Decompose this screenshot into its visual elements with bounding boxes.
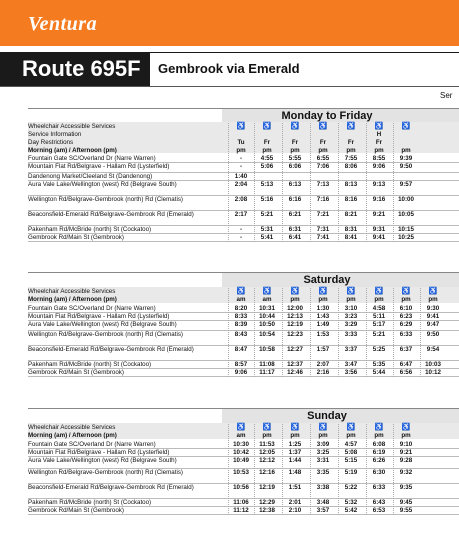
departure-time: 3:25 — [316, 449, 330, 456]
departure-time: 6:21 — [288, 211, 302, 218]
column-divider — [393, 123, 394, 242]
section-title: Monday to Friday — [281, 110, 373, 122]
header-cell: pm — [318, 432, 328, 439]
wheelchair-icon: ♿ — [346, 123, 356, 130]
departure-time: 9:32 — [399, 469, 413, 476]
stop-name: Wellington Rd/Belgrave-Gembrook (north) Rd (Clematis) — [28, 469, 183, 476]
wheelchair-icon: ♿ — [318, 123, 328, 130]
departure-time: 6:56 — [399, 369, 413, 376]
departure-time: 1:49 — [316, 321, 330, 328]
departure-time: 6:41 — [288, 234, 302, 241]
departure-time: 8:57 — [234, 361, 248, 368]
header-cell: Fr — [291, 139, 299, 146]
column-divider — [366, 123, 367, 242]
departure-time: 9:41 — [426, 313, 440, 320]
departure-time: 6:37 — [399, 346, 413, 353]
header-row-label: Service Information — [28, 131, 82, 138]
departure-time: 9:54 — [426, 346, 440, 353]
departure-time: 11:06 — [233, 499, 249, 506]
departure-time: 3:48 — [316, 499, 330, 506]
header-cell: pm — [374, 432, 384, 439]
header-cell: am — [236, 296, 246, 303]
stop-name: Aura Vale Lake/Wellington (west) Rd (Belgrave South) — [28, 321, 177, 328]
header-cell: Fr — [263, 139, 271, 146]
departure-time: - — [239, 226, 243, 233]
column-divider — [366, 288, 367, 377]
header-row-label: Wheelchair Accessible Services — [28, 424, 116, 431]
departure-time: 8:39 — [234, 321, 248, 328]
wheelchair-icon: ♿ — [401, 424, 411, 431]
departure-time: 12:00 — [287, 305, 303, 312]
departure-time: 10:53 — [233, 469, 249, 476]
header-cell: am — [236, 432, 246, 439]
departure-time: 3:47 — [344, 361, 358, 368]
departure-time: 12:38 — [259, 507, 275, 514]
departure-time: 6:23 — [399, 313, 413, 320]
departure-time: 3:37 — [344, 346, 358, 353]
departure-time: 6:08 — [372, 441, 386, 448]
stop-name: Pakenham Rd/McBride (north) St (Cockatoo) — [28, 361, 152, 368]
route-title-bar — [0, 52, 459, 87]
column-divider — [254, 424, 255, 515]
wheelchair-icon: ♿ — [318, 288, 328, 295]
departure-time: 11:12 — [233, 507, 249, 514]
departure-time: 6:33 — [372, 484, 386, 491]
stop-name: Wellington Rd/Belgrave-Gembrook (north) Rd (Clematis) — [28, 331, 183, 338]
column-divider — [420, 288, 421, 377]
departure-time: 10:03 — [425, 361, 441, 368]
wheelchair-icon: ♿ — [236, 424, 246, 431]
header-cell: pm — [262, 432, 272, 439]
stop-name: Gembrook Rd/Main St (Gembrook) — [28, 507, 124, 514]
departure-time: 9:41 — [372, 234, 386, 241]
departure-time: 6:31 — [288, 226, 302, 233]
header-cell: Fr — [319, 139, 327, 146]
departure-time: 6:55 — [316, 155, 330, 162]
departure-time: 3:35 — [316, 469, 330, 476]
departure-time: 10:05 — [398, 211, 414, 218]
departure-time: 2:10 — [288, 507, 302, 514]
departure-time: 6:06 — [288, 163, 302, 170]
stop-name: Aura Vale Lake/Wellington (west) Rd (Belgrave South) — [28, 457, 177, 464]
stop-name: Pakenham Rd/McBride (north) St (Cockatoo) — [28, 499, 152, 506]
header-cell: pm — [290, 147, 300, 154]
departure-time: 12:05 — [259, 449, 275, 456]
header-cell: Tu — [237, 139, 245, 146]
wheelchair-icon: ♿ — [374, 123, 384, 130]
column-divider — [338, 123, 339, 242]
column-divider — [310, 424, 311, 515]
departure-time: 10:50 — [259, 321, 275, 328]
departure-time: 3:31 — [316, 457, 330, 464]
stop-name: Aura Vale Lake/Wellington (west) Rd (Belgrave South) — [28, 181, 177, 188]
header-cell: pm — [346, 147, 356, 154]
column-divider — [393, 424, 394, 515]
wheelchair-icon: ♿ — [401, 288, 411, 295]
departure-time: - — [239, 234, 243, 241]
wheelchair-icon: ♿ — [374, 424, 384, 431]
departure-time: 1:25 — [288, 441, 302, 448]
departure-time: 9:31 — [372, 226, 386, 233]
departure-time: 10:31 — [259, 305, 275, 312]
wheelchair-icon: ♿ — [428, 288, 438, 295]
departure-time: 8:13 — [344, 181, 358, 188]
header-row-label: Day Restrictions — [28, 139, 74, 146]
departure-time: 7:31 — [316, 226, 330, 233]
header-row-label: Morning (am) / Afternoon (pm) — [28, 296, 117, 303]
departure-time: 9:50 — [399, 163, 413, 170]
departure-time: 1:57 — [316, 346, 330, 353]
departure-time: 8:43 — [234, 331, 248, 338]
stop-name: Beaconsfield-Emerald Rd/Belgrave-Gembrook Rd (Emerald) — [28, 211, 194, 218]
departure-time: 2:16 — [316, 369, 330, 376]
stop-name: Beaconsfield-Emerald Rd/Belgrave-Gembrook Rd (Emerald) — [28, 346, 194, 353]
wheelchair-icon: ♿ — [262, 424, 272, 431]
stop-name: Beaconsfield-Emerald Rd/Belgrave-Gembrook Rd (Emerald) — [28, 484, 194, 491]
departure-time: 5:32 — [344, 499, 358, 506]
brand-header — [0, 0, 459, 46]
departure-time: 2:08 — [234, 196, 248, 203]
column-divider — [282, 424, 283, 515]
departure-time: 4:58 — [372, 305, 386, 312]
departure-time: 2:04 — [234, 181, 248, 188]
wheelchair-icon: ♿ — [290, 288, 300, 295]
departure-time: 5:06 — [260, 163, 274, 170]
departure-time: 9:45 — [399, 499, 413, 506]
wheelchair-icon: ♿ — [401, 123, 411, 130]
departure-time: 6:33 — [399, 331, 413, 338]
departure-time: 5:25 — [372, 346, 386, 353]
stop-name: Gembrook Rd/Main St (Gembrook) — [28, 234, 124, 241]
departure-time: 3:23 — [344, 313, 358, 320]
section-title: Saturday — [303, 274, 351, 286]
header-row-label: Morning (am) / Afternoon (pm) — [28, 147, 117, 154]
departure-time: 5:41 — [260, 234, 274, 241]
departure-time: 12:37 — [287, 361, 303, 368]
header-cell: pm — [428, 296, 438, 303]
column-divider — [282, 123, 283, 242]
departure-time: 6:47 — [399, 361, 413, 368]
wheelchair-icon: ♿ — [346, 424, 356, 431]
departure-time: 8:47 — [234, 346, 248, 353]
header-row-label: Wheelchair Accessible Services — [28, 288, 116, 295]
departure-time: 9:21 — [399, 449, 413, 456]
departure-time: 5:35 — [372, 361, 386, 368]
departure-time: 9:55 — [399, 507, 413, 514]
departure-time: 5:19 — [344, 469, 358, 476]
departure-time: 9:30 — [426, 305, 440, 312]
departure-time: 1:37 — [288, 449, 302, 456]
stop-name: Fountain Gate SC/Overland Dr (Narre Warren) — [28, 155, 156, 162]
header-cell: H — [376, 131, 382, 138]
departure-time: 5:13 — [260, 181, 274, 188]
departure-time: 12:19 — [259, 484, 275, 491]
column-divider — [366, 424, 367, 515]
departure-time: 12:13 — [287, 313, 303, 320]
header-cell: pm — [401, 432, 411, 439]
departure-time: 5:44 — [372, 369, 386, 376]
departure-time: 8:21 — [344, 211, 358, 218]
row-divider — [28, 241, 459, 242]
departure-time: 1:53 — [316, 331, 330, 338]
stop-name: Mountain Flat Rd/Belgrave - Hallam Rd (Lysterfield) — [28, 449, 170, 456]
row-divider — [28, 376, 459, 377]
departure-time: 7:55 — [344, 155, 358, 162]
header-cell: pm — [318, 147, 328, 154]
departure-time: 9:21 — [372, 211, 386, 218]
departure-time: 7:16 — [316, 196, 330, 203]
departure-time: 6:16 — [288, 196, 302, 203]
departure-time: 6:13 — [288, 181, 302, 188]
departure-time: 3:57 — [316, 507, 330, 514]
stop-name: Fountain Gate SC/Overland Dr (Narre Warren) — [28, 441, 156, 448]
stop-name: Mountain Flat Rd/Belgrave - Hallam Rd (Lysterfield) — [28, 163, 170, 170]
departure-time: 9:16 — [372, 196, 386, 203]
header-cell: pm — [236, 147, 246, 154]
departure-time: 9:50 — [426, 331, 440, 338]
wheelchair-icon: ♿ — [262, 288, 272, 295]
departure-time: 5:21 — [372, 331, 386, 338]
departure-time: 8:33 — [234, 313, 248, 320]
departure-time: 1:48 — [288, 469, 302, 476]
wheelchair-icon: ♿ — [290, 123, 300, 130]
header-row-label: Morning (am) / Afternoon (pm) — [28, 432, 117, 439]
departure-time: 11:17 — [259, 369, 275, 376]
header-cell: pm — [374, 296, 384, 303]
header-cell: pm — [401, 147, 411, 154]
departure-time: 9:06 — [234, 369, 248, 376]
departure-time: 5:22 — [344, 484, 358, 491]
departure-time: 8:55 — [372, 155, 386, 162]
column-divider — [228, 123, 229, 242]
wheelchair-icon: ♿ — [318, 424, 328, 431]
departure-time: 5:17 — [372, 321, 386, 328]
departure-time: 6:10 — [399, 305, 413, 312]
departure-time: 11:53 — [259, 441, 275, 448]
column-divider — [310, 288, 311, 377]
header-cell: pm — [318, 296, 328, 303]
column-divider — [282, 288, 283, 377]
departure-time: 10:49 — [233, 457, 249, 464]
column-divider — [338, 424, 339, 515]
header-cell: Fr — [347, 139, 355, 146]
header-cell: pm — [290, 296, 300, 303]
wheelchair-icon: ♿ — [236, 123, 246, 130]
departure-time: 8:41 — [344, 234, 358, 241]
header-cell: Fr — [375, 139, 383, 146]
departure-time: 3:33 — [344, 331, 358, 338]
column-divider — [338, 288, 339, 377]
departure-time: 6:43 — [372, 499, 386, 506]
departure-time: 8:31 — [344, 226, 358, 233]
departure-time: 10:42 — [233, 449, 249, 456]
departure-time: 7:13 — [316, 181, 330, 188]
departure-time: 9:06 — [372, 163, 386, 170]
departure-time: 5:21 — [260, 211, 274, 218]
header-cell: pm — [290, 432, 300, 439]
wheelchair-icon: ♿ — [236, 288, 246, 295]
column-divider — [228, 424, 229, 515]
departure-time: 2:17 — [234, 211, 248, 218]
departure-time: 10:15 — [398, 226, 414, 233]
departure-time: 9:47 — [426, 321, 440, 328]
departure-time: 5:55 — [288, 155, 302, 162]
ser-text: Ser — [440, 91, 453, 100]
departure-time: 10:00 — [398, 196, 414, 203]
column-divider — [228, 288, 229, 377]
column-divider — [254, 288, 255, 377]
stop-name: Mountain Flat Rd/Belgrave - Hallam Rd (Lysterfield) — [28, 313, 170, 320]
wheelchair-icon: ♿ — [346, 288, 356, 295]
departure-time: 3:38 — [316, 484, 330, 491]
departure-time: 12:46 — [287, 369, 303, 376]
departure-time: 7:06 — [316, 163, 330, 170]
departure-time: 5:31 — [260, 226, 274, 233]
departure-time: 3:10 — [344, 305, 358, 312]
departure-time: 6:19 — [372, 449, 386, 456]
departure-time: 6:26 — [372, 457, 386, 464]
header-cell: am — [262, 296, 272, 303]
departure-time: 5:11 — [372, 313, 386, 320]
route-number: Route 695F — [22, 56, 141, 81]
stop-name: Fountain Gate SC/Overland Dr (Narre Warren) — [28, 305, 156, 312]
route-description: Gembrook via Emerald — [158, 61, 300, 76]
departure-time: 10:12 — [425, 369, 441, 376]
header-cell: pm — [262, 147, 272, 154]
departure-time: 10:44 — [259, 313, 275, 320]
departure-time: 10:25 — [398, 234, 414, 241]
departure-time: 9:35 — [399, 484, 413, 491]
departure-time: 5:15 — [344, 457, 358, 464]
wheelchair-icon: ♿ — [290, 424, 300, 431]
departure-time: 10:56 — [233, 484, 249, 491]
row-divider — [28, 514, 459, 515]
departure-time: 3:09 — [316, 441, 330, 448]
departure-time: 1:30 — [316, 305, 330, 312]
departure-time: 1:43 — [316, 313, 330, 320]
departure-time: 10:58 — [259, 346, 275, 353]
departure-time: 4:55 — [260, 155, 274, 162]
departure-time: - — [239, 155, 243, 162]
column-divider — [393, 288, 394, 377]
stop-name: Wellington Rd/Belgrave-Gembrook (north) Rd (Clematis) — [28, 196, 183, 203]
departure-time: 7:41 — [316, 234, 330, 241]
header-cell: pm — [346, 432, 356, 439]
departure-time: 5:16 — [260, 196, 274, 203]
route-description-box — [150, 52, 459, 86]
departure-time: 12:23 — [287, 331, 303, 338]
section-title: Sunday — [307, 410, 347, 422]
column-divider — [310, 123, 311, 242]
ventura-logo: Ventura — [28, 13, 98, 35]
departure-time: 6:29 — [399, 321, 413, 328]
stop-name: Dandenong Market/Cleeland St (Dandenong) — [28, 173, 153, 180]
departure-time: 1:51 — [288, 484, 302, 491]
departure-time: 6:53 — [372, 507, 386, 514]
departure-time: 8:16 — [344, 196, 358, 203]
departure-time: 1:44 — [288, 457, 302, 464]
departure-time: 11:08 — [259, 361, 275, 368]
departure-time: 2:07 — [316, 361, 330, 368]
header-row-label: Wheelchair Accessible Services — [28, 123, 116, 130]
departure-time: 12:29 — [259, 499, 275, 506]
departure-time: 9:57 — [399, 181, 413, 188]
header-cell: pm — [374, 147, 384, 154]
stop-name: Gembrook Rd/Main St (Gembrook) — [28, 369, 124, 376]
departure-time: 3:56 — [344, 369, 358, 376]
header-cell: pm — [346, 296, 356, 303]
departure-time: - — [239, 163, 243, 170]
departure-time: 8:06 — [344, 163, 358, 170]
wheelchair-icon: ♿ — [262, 123, 272, 130]
departure-time: 8:20 — [234, 305, 248, 312]
departure-time: 12:19 — [287, 321, 303, 328]
departure-time: 5:08 — [344, 449, 358, 456]
departure-time: 9:39 — [399, 155, 413, 162]
departure-time: 12:12 — [259, 457, 275, 464]
departure-time: 7:21 — [316, 211, 330, 218]
departure-time: 12:27 — [287, 346, 303, 353]
departure-time: 9:13 — [372, 181, 386, 188]
departure-time: 10:54 — [259, 331, 275, 338]
wheelchair-icon: ♿ — [374, 288, 384, 295]
departure-time: 2:01 — [288, 499, 302, 506]
departure-time: 1:40 — [234, 173, 248, 180]
departure-time: 5:42 — [344, 507, 358, 514]
departure-time: 10:30 — [233, 441, 249, 448]
stop-name: Pakenham Rd/McBride (north) St (Cockatoo) — [28, 226, 152, 233]
departure-time: 9:10 — [399, 441, 413, 448]
departure-time: 9:28 — [399, 457, 413, 464]
header-cell: pm — [401, 296, 411, 303]
departure-time: 3:29 — [344, 321, 358, 328]
departure-time: 12:16 — [259, 469, 275, 476]
column-divider — [254, 123, 255, 242]
departure-time: 6:30 — [372, 469, 386, 476]
departure-time: 4:57 — [344, 441, 358, 448]
